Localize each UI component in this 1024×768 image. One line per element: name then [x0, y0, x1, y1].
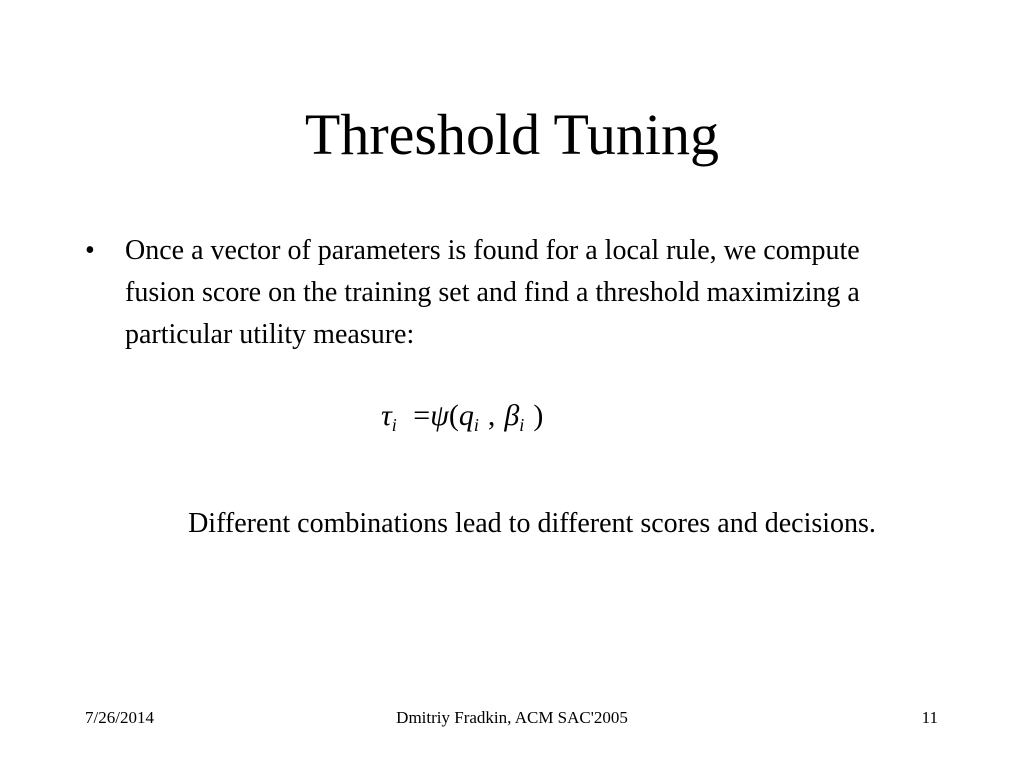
formula-q-subscript: i — [473, 415, 479, 435]
formula-comma: , — [487, 399, 496, 432]
formula-tau: τ — [381, 399, 392, 432]
bullet-item — [85, 230, 925, 356]
formula-close-paren: ) — [533, 399, 544, 432]
footer-date: 7/26/2014 — [85, 708, 154, 727]
footer-page-number: 11 — [921, 708, 938, 727]
formula-beta-subscript: i — [519, 415, 525, 435]
bullet-marker: • — [85, 235, 95, 266]
bullet-list — [85, 230, 925, 356]
bullet-text: Once a vector of parameters is found for a local rule, we compute fusion score on the training set and find a threshold maximizing a particular utility measure: — [125, 235, 860, 350]
formula-psi: ψ — [430, 399, 449, 432]
note-text: Different combinations lead to different scores and decisions. — [188, 508, 876, 539]
formula-open-paren: ( — [448, 399, 459, 432]
formula — [381, 394, 543, 438]
formula-q: q — [458, 399, 474, 432]
formula-tau-subscript: i — [391, 415, 397, 435]
formula-equals: = — [413, 399, 431, 432]
formula-beta: β — [504, 399, 520, 432]
footer-author: Dmitriy Fradkin, ACM SAC'2005 — [396, 708, 628, 727]
slide-title: Threshold Tuning — [304, 102, 720, 167]
